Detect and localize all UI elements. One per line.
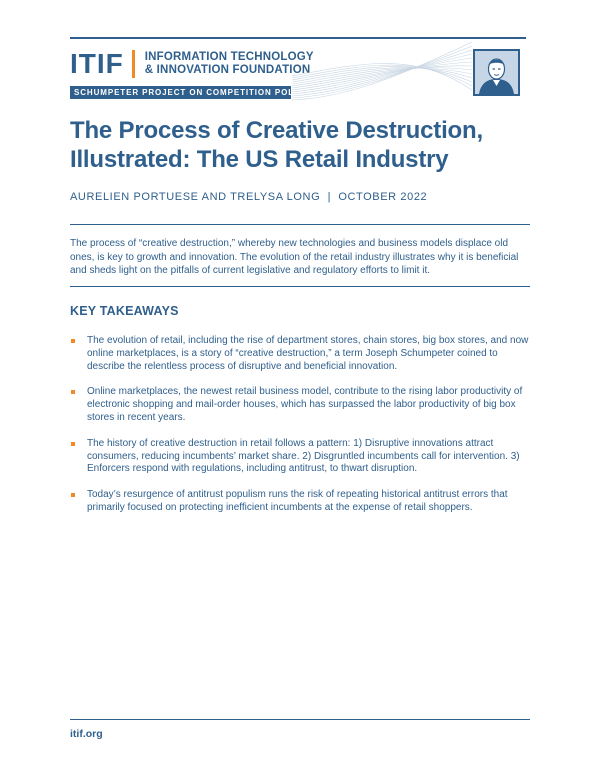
footer-rule: [70, 719, 530, 720]
logo-divider: [132, 50, 135, 78]
takeaway-text: Today’s resurgence of antitrust populism runs the risk of repeating historical antitrust errors that primarily focused on protecting inefficient incumbents at the expense of retail shoppers.: [87, 489, 508, 513]
decorative-wave-lines: [292, 40, 472, 102]
divider-below-summary: [70, 286, 530, 287]
itif-logo[interactable]: [70, 49, 314, 79]
key-takeaways-list: [70, 335, 530, 528]
takeaway-item: [70, 335, 530, 373]
bullet-square-icon: [71, 339, 75, 343]
logo-wordmark: ITIF: [70, 48, 124, 79]
org-name-line2: & INNOVATION FOUNDATION: [144, 64, 311, 76]
takeaway-text: The evolution of retail, including the rise of department stores, chain stores, big box stores, and now online marketplaces, is a story of “creative destruction,” a term Joseph Schumpeter coined to describe the relentless process of disruptive and beneficial innovation.: [87, 335, 529, 372]
summary-paragraph: The process of “creative destruction,” whereby new technologies and business models displace old ones, is key to growth and innovation. The evolution of the retail industry illustrates why it is beneficial and sheds light on the pitfalls of current legislative and regulatory efforts to limit it.: [70, 238, 519, 277]
footer-url-link[interactable]: itif.org: [70, 728, 103, 740]
bullet-square-icon: [71, 442, 75, 446]
key-takeaways-heading: KEY TAKEAWAYS: [70, 304, 179, 318]
divider-above-summary: [70, 224, 530, 225]
takeaway-text: The history of creative destruction in retail follows a pattern: 1) Disruptive innovations attract consumers, reducing incumbents’ market share. 2) Disgruntled incumbents call for intervention. 3) Enforcers respond with regulations, including antitrust, to thwart disruption.: [87, 437, 520, 475]
schumpeter-portrait-icon: [473, 49, 520, 96]
title-line1: The Process of Creative Destruction,: [70, 117, 483, 144]
takeaway-text: Online marketplaces, the newest retail business model, contribute to the rising labor productivity of electronic shopping and mail-order houses, which has surpassed the labor productivity of big box stores in recent years.: [87, 386, 523, 423]
org-name-line1: INFORMATION TECHNOLOGY: [144, 50, 314, 63]
logo-org-name: [145, 51, 314, 78]
report-title: [70, 116, 540, 174]
takeaway-item: [70, 386, 530, 424]
takeaway-item: [70, 489, 530, 515]
takeaway-item: [70, 438, 530, 476]
bullet-square-icon: [71, 493, 75, 497]
author-byline: AURELIEN PORTUESE AND TRELYSA LONG | OCTOBER 2022: [70, 191, 428, 203]
top-rule: [70, 37, 526, 39]
program-banner: SCHUMPETER PROJECT ON COMPETITION POLICY: [70, 86, 291, 99]
title-line2: Illustrated: The US Retail Industry: [70, 146, 449, 173]
bullet-square-icon: [71, 390, 75, 394]
